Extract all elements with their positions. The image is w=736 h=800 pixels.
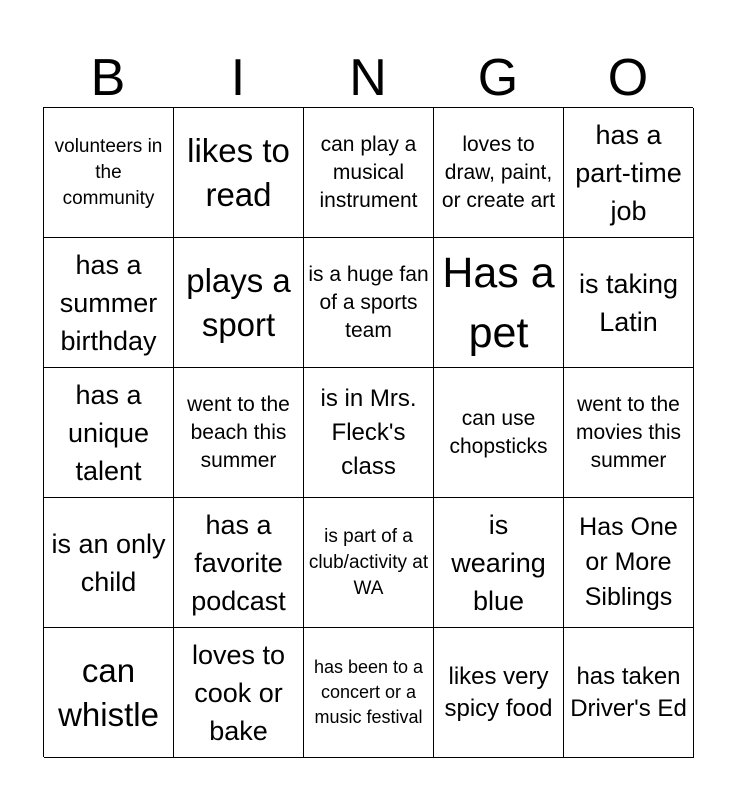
bingo-cell[interactable] [174, 628, 304, 758]
bingo-cell-text: has been to a concert or a music festival [313, 657, 424, 727]
bingo-cell-text: went to the beach this summer [187, 392, 290, 472]
bingo-cell-text: is part of a club/activity at WA [308, 525, 429, 599]
bingo-cell-text: has a summer birthday [59, 249, 158, 356]
bingo-cell-text: is wearing blue [451, 509, 546, 616]
bingo-cell-text: volunteers in the community [54, 135, 163, 209]
bingo-cell[interactable] [434, 368, 564, 498]
bingo-cell[interactable] [304, 108, 434, 238]
bingo-cell-text: has a part-time job [575, 119, 682, 226]
bingo-cell-text: has a unique talent [67, 379, 150, 486]
bingo-cell-text: plays a sport [186, 261, 291, 343]
bingo-cell-text: loves to cook or bake [191, 639, 286, 746]
bingo-cell-text: Has a pet [442, 248, 555, 357]
bingo-cell[interactable] [564, 628, 694, 758]
bingo-cell-text: has a favorite podcast [191, 509, 286, 616]
bingo-board [43, 107, 693, 757]
bingo-cell[interactable] [44, 108, 174, 238]
bingo-cell[interactable] [434, 498, 564, 628]
header-letter-i: I [230, 49, 246, 107]
bingo-cell[interactable] [434, 238, 564, 368]
bingo-cell-text: Has One or More Siblings [579, 513, 678, 611]
bingo-cell[interactable] [304, 368, 434, 498]
bingo-cell[interactable] [174, 368, 304, 498]
bingo-cell[interactable] [174, 108, 304, 238]
bingo-cell[interactable] [564, 368, 694, 498]
bingo-header [43, 44, 693, 108]
bingo-cell[interactable] [174, 238, 304, 368]
bingo-cell[interactable] [44, 498, 174, 628]
header-letter-g: G [477, 49, 519, 107]
bingo-cell-text: is an only child [51, 528, 166, 597]
bingo-cell-text: went to the movies this summer [575, 392, 682, 472]
bingo-cell-text: is in Mrs. Fleck's class [320, 384, 417, 480]
bingo-cell[interactable] [564, 108, 694, 238]
header-letter-n: N [349, 49, 387, 107]
bingo-cell[interactable] [564, 238, 694, 368]
bingo-cell-text: is taking Latin [578, 268, 679, 337]
bingo-cell[interactable] [44, 368, 174, 498]
bingo-cell[interactable] [434, 628, 564, 758]
bingo-cell[interactable] [304, 498, 434, 628]
bingo-cell[interactable] [44, 238, 174, 368]
bingo-cell-text: has taken Driver's Ed [570, 662, 687, 722]
bingo-cell[interactable] [174, 498, 304, 628]
bingo-cell-text: loves to draw, paint, or create art [441, 132, 556, 212]
bingo-cell-text: can play a musical instrument [319, 132, 418, 212]
bingo-cell-text: can whistle [58, 651, 159, 733]
bingo-cell-text: can use chopsticks [449, 406, 548, 458]
bingo-cell[interactable] [44, 628, 174, 758]
bingo-cell[interactable] [304, 628, 434, 758]
bingo-cell-text: is a huge fan of a sports team [308, 262, 429, 342]
bingo-cell-text: likes very spicy food [444, 662, 553, 722]
bingo-cell[interactable] [304, 238, 434, 368]
bingo-cell[interactable] [564, 498, 694, 628]
header-letter-b: B [90, 49, 126, 107]
bingo-cell[interactable] [434, 108, 564, 238]
header-letter-o: O [607, 49, 649, 107]
bingo-cell-text: likes to read [187, 131, 290, 213]
